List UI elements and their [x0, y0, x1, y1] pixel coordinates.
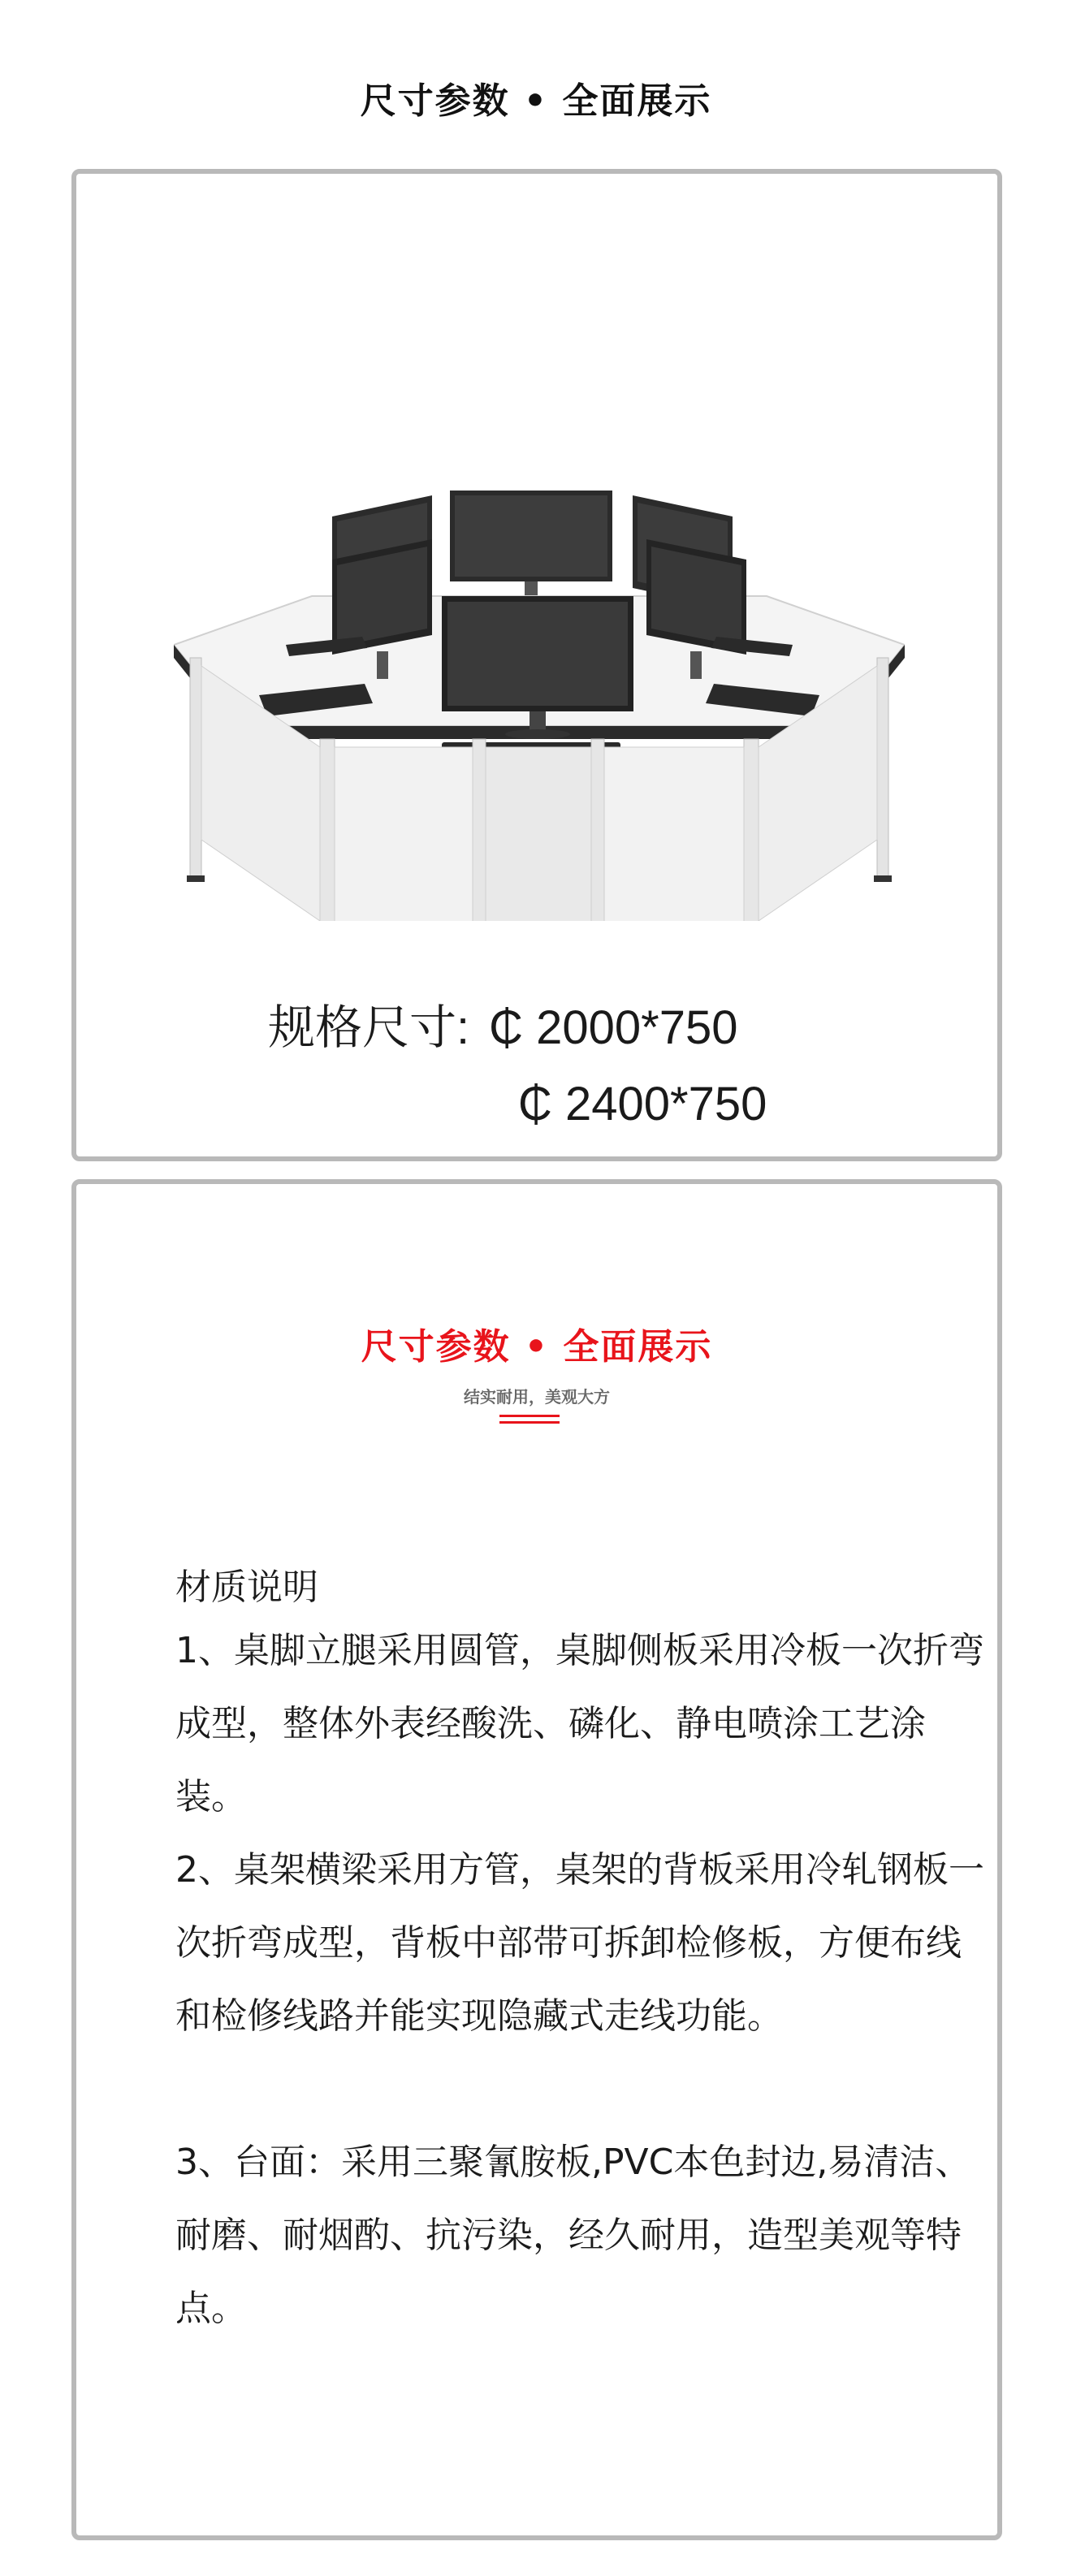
page-title: 尺寸参数 • 全面展示 — [360, 80, 712, 122]
heading-underline — [499, 1415, 560, 1417]
spec-line-primary — [268, 989, 738, 1057]
spec-value-2: ₵ 2400*750 — [518, 1078, 767, 1130]
spec-label: 规格尺寸: — [268, 1001, 470, 1054]
heading-underline — [499, 1421, 560, 1424]
material-item: 1、桌脚立腿采用圆管，桌脚侧板采用冷板一次折弯成型，整体外表经酸洗、磷化、静电喷涂工艺涂装。 — [175, 1630, 984, 1817]
material-title: 材质说明 — [175, 1567, 318, 1608]
product-card — [71, 169, 1002, 1161]
section-subheading: 结实耐用，美观大方 — [464, 1387, 610, 1407]
spec-line-secondary — [518, 1077, 767, 1131]
spec-value-1: ₵ 2000*750 — [489, 1001, 738, 1054]
section-heading: 尺寸参数 • 全面展示 — [361, 1326, 713, 1368]
material-card — [71, 1179, 1002, 2540]
material-item: 3、台面：采用三聚氰胺板,PVC本色封边,易清洁、耐磨、耐烟酌、抗污染，经久耐用，造型美观等特点。 — [175, 2142, 971, 2329]
material-item: 2、桌架横梁采用方管，桌架的背板采用冷轧钢板一次折弯成型，背板中部带可拆卸检修板，方便布线和检修线路并能实现隐藏式走线功能。 — [175, 1849, 984, 2037]
monitor-back-center — [450, 491, 612, 601]
product-image — [174, 304, 905, 921]
